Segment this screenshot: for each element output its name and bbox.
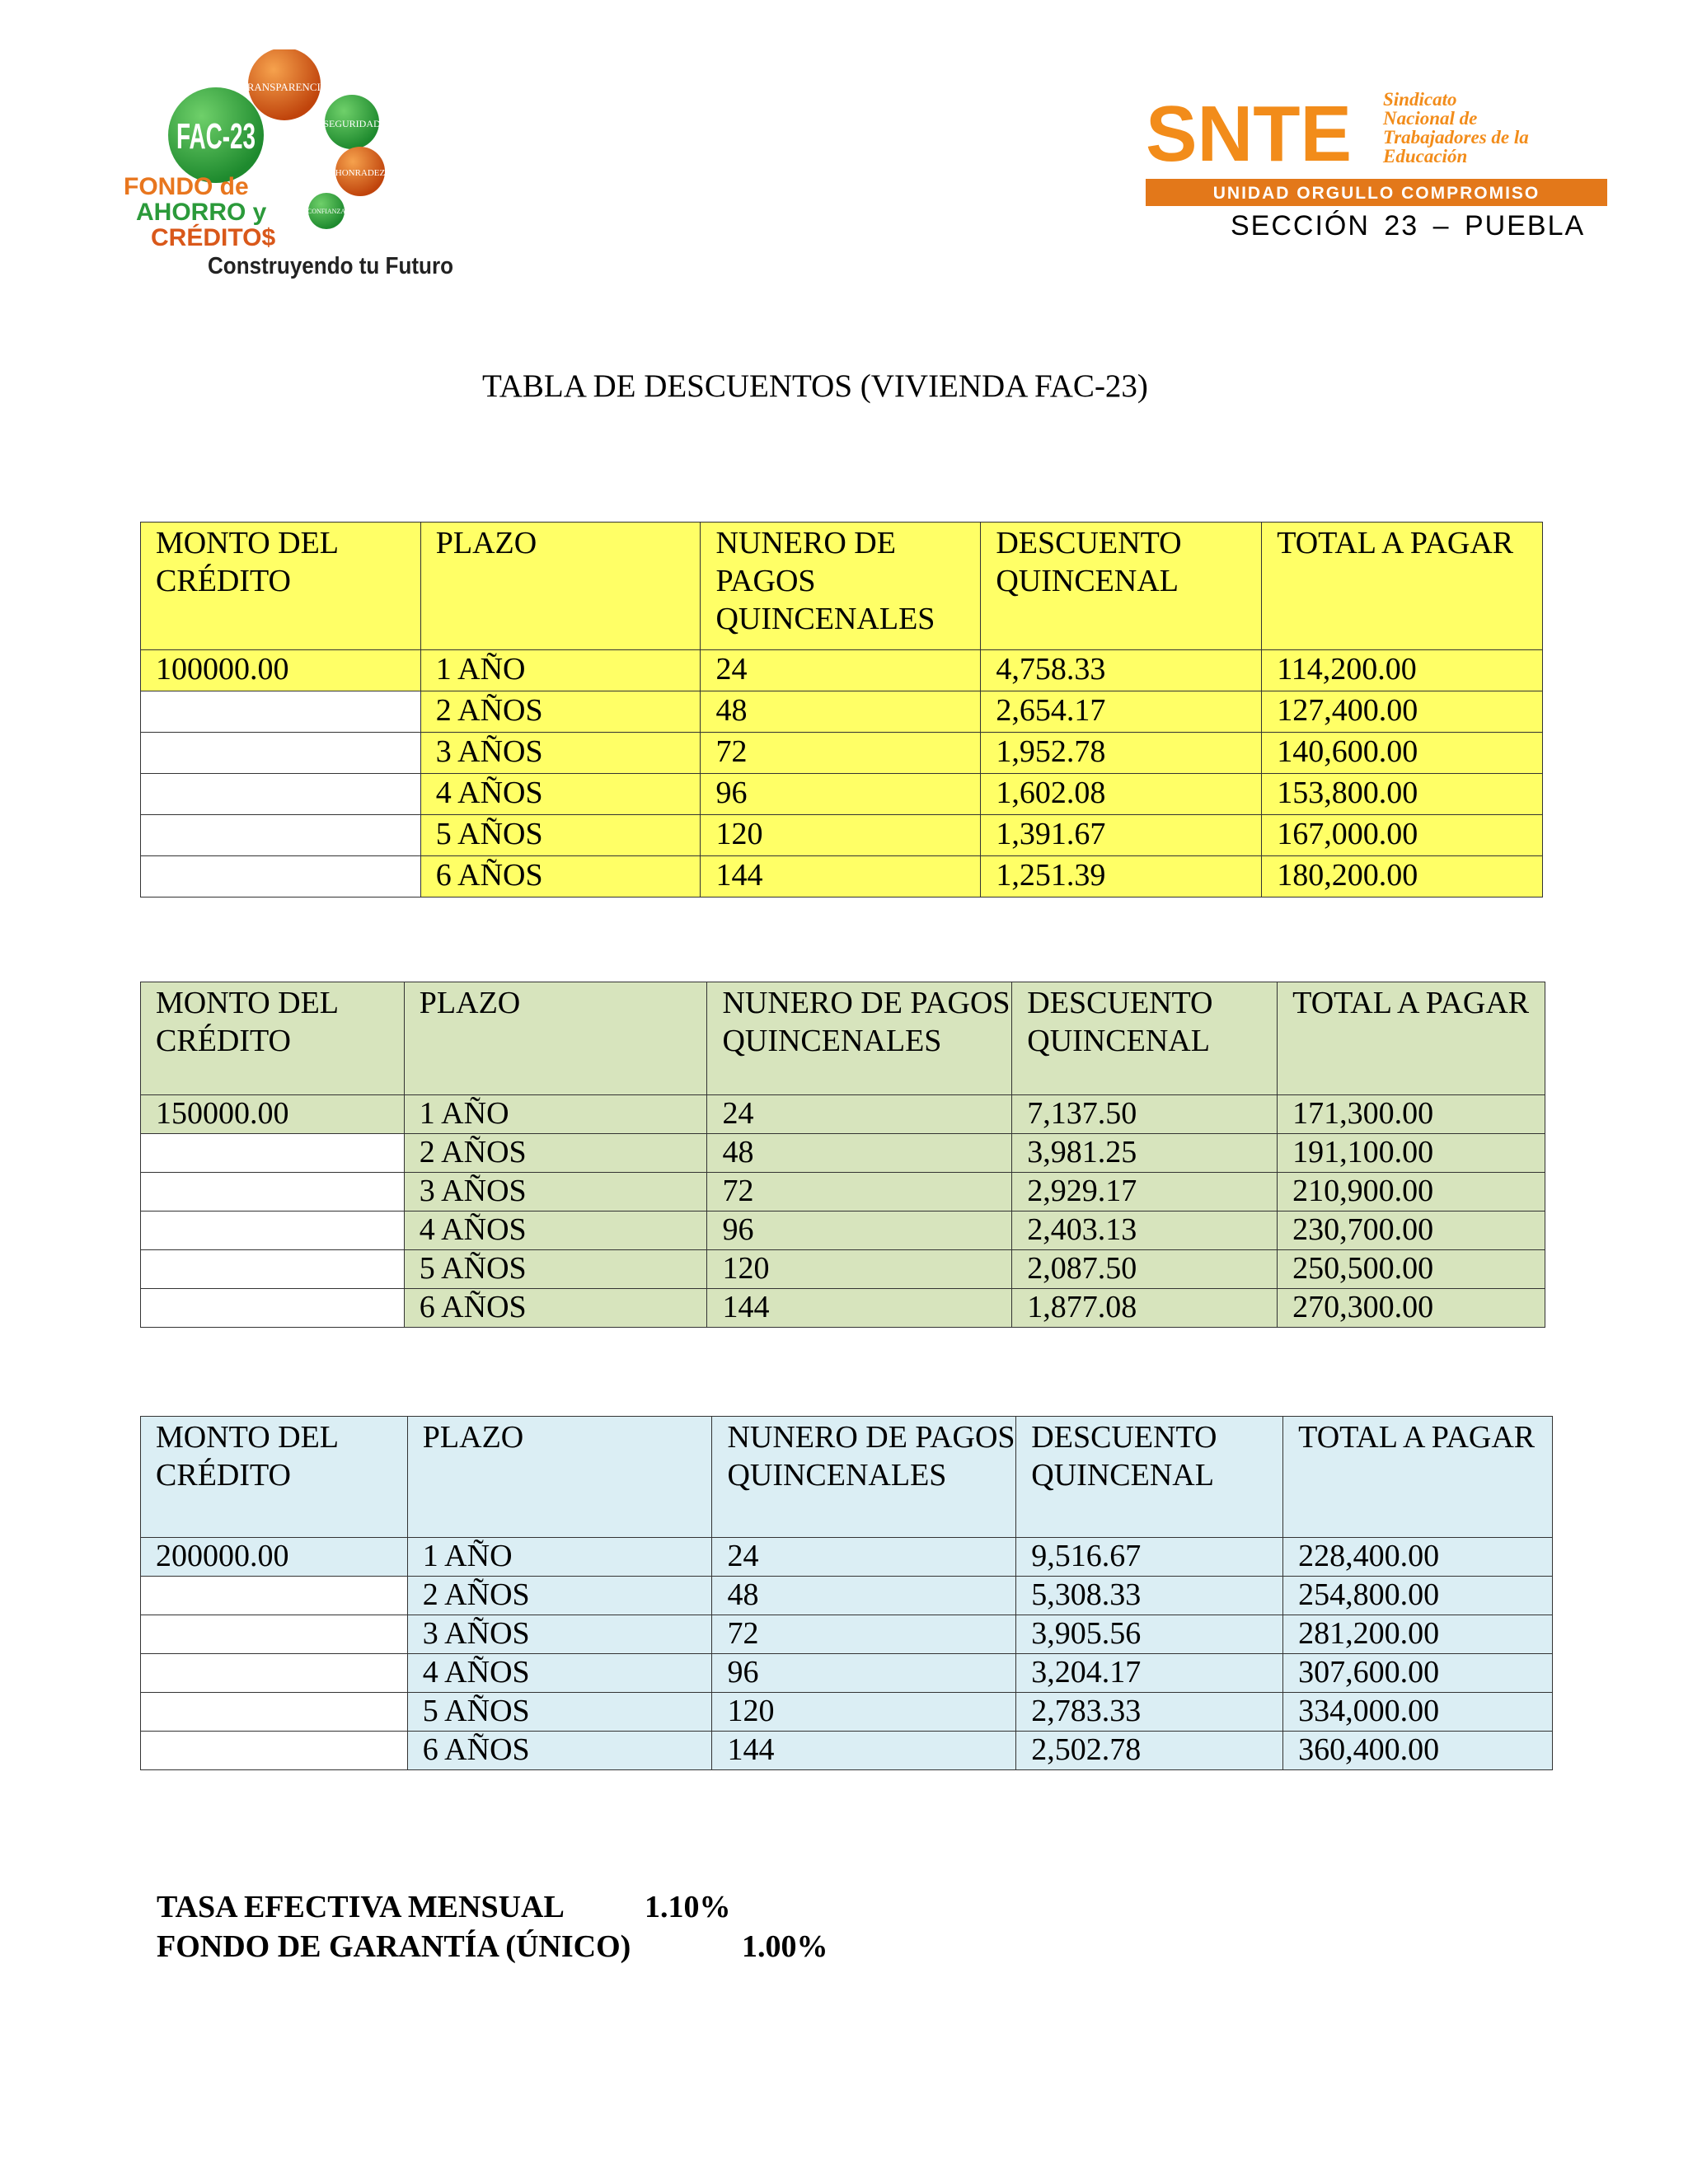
col-header-plazo: PLAZO	[420, 523, 701, 650]
table-row	[141, 1577, 1553, 1615]
cell-pagos: 48	[707, 1134, 1012, 1173]
table-header-row	[141, 523, 1543, 650]
fondo-garantia-label: FONDO DE GARANTÍA (ÚNICO)	[157, 1929, 631, 1964]
cell-pagos: 96	[701, 774, 981, 815]
cell-monto	[141, 774, 421, 815]
cell-descuento: 3,981.25	[1012, 1134, 1278, 1173]
table-row	[141, 1289, 1545, 1328]
col-header-total: TOTAL A PAGAR	[1283, 1417, 1553, 1538]
cell-descuento: 9,516.67	[1016, 1538, 1283, 1577]
snte-name-line-4: Educación	[1383, 146, 1468, 166]
discount-table-100000	[140, 522, 1543, 898]
cell-descuento: 2,654.17	[981, 691, 1262, 733]
cell-descuento: 2,929.17	[1012, 1173, 1278, 1212]
cell-descuento: 5,308.33	[1016, 1577, 1283, 1615]
cell-plazo: 1 AÑO	[407, 1538, 712, 1577]
cell-pagos: 96	[712, 1654, 1016, 1693]
cell-total: 167,000.00	[1262, 815, 1543, 856]
discount-table-150000	[140, 982, 1545, 1328]
table-row	[141, 856, 1543, 898]
cell-descuento: 1,251.39	[981, 856, 1262, 898]
cell-pagos: 48	[701, 691, 981, 733]
col-header-descuento: DESCUENTO QUINCENAL	[1012, 982, 1278, 1095]
table-row	[141, 1654, 1553, 1693]
cell-pagos: 144	[707, 1289, 1012, 1328]
cell-total: 281,200.00	[1283, 1615, 1553, 1654]
table-header-row	[141, 982, 1545, 1095]
tasa-efectiva-label: TASA EFECTIVA MENSUAL	[157, 1890, 565, 1924]
col-header-descuento: DESCUENTO QUINCENAL	[1016, 1417, 1283, 1538]
cell-total: 270,300.00	[1278, 1289, 1545, 1328]
cell-pagos: 24	[701, 650, 981, 691]
cell-pagos: 120	[701, 815, 981, 856]
cell-plazo: 5 AÑOS	[407, 1693, 712, 1732]
cell-monto	[141, 691, 421, 733]
cell-total: 360,400.00	[1283, 1732, 1553, 1770]
cell-pagos: 120	[707, 1250, 1012, 1289]
cell-monto	[141, 1250, 405, 1289]
col-header-total: TOTAL A PAGAR	[1262, 523, 1543, 650]
cell-descuento: 3,905.56	[1016, 1615, 1283, 1654]
cell-pagos: 24	[712, 1538, 1016, 1577]
cell-monto	[141, 815, 421, 856]
bubble-transparencia-label: TRANSPARENCIA	[240, 81, 329, 93]
cell-total: 140,600.00	[1262, 733, 1543, 774]
table-row	[141, 1134, 1545, 1173]
cell-monto	[141, 1615, 408, 1654]
cell-plazo: 2 AÑOS	[407, 1577, 712, 1615]
table-row	[141, 691, 1543, 733]
cell-descuento: 3,204.17	[1016, 1654, 1283, 1693]
cell-descuento: 1,952.78	[981, 733, 1262, 774]
col-header-total: TOTAL A PAGAR	[1278, 982, 1545, 1095]
cell-monto	[141, 1212, 405, 1250]
cell-plazo: 6 AÑOS	[404, 1289, 707, 1328]
snte-name-line-2: Nacional de	[1383, 108, 1478, 129]
table-row	[141, 1538, 1553, 1577]
table-row	[141, 1732, 1553, 1770]
cell-pagos: 24	[707, 1095, 1012, 1134]
snte-name-line-1: Sindicato	[1383, 89, 1457, 110]
cell-total: 254,800.00	[1283, 1577, 1553, 1615]
cell-plazo: 1 AÑO	[420, 650, 701, 691]
cell-plazo: 5 AÑOS	[404, 1250, 707, 1289]
col-header-monto: MONTO DEL CRÉDITO	[141, 523, 421, 650]
col-header-pagos: NUNERO DE PAGOS QUINCENALES	[707, 982, 1012, 1095]
cell-monto: 200000.00	[141, 1538, 408, 1577]
cell-total: 210,900.00	[1278, 1173, 1545, 1212]
cell-total: 180,200.00	[1262, 856, 1543, 898]
cell-total: 250,500.00	[1278, 1250, 1545, 1289]
cell-total: 153,800.00	[1262, 774, 1543, 815]
cell-descuento: 1,391.67	[981, 815, 1262, 856]
snte-name-line-3: Trabajadores de la	[1383, 127, 1529, 148]
table-row	[141, 1212, 1545, 1250]
fac-23-logo	[120, 49, 466, 288]
cell-pagos: 96	[707, 1212, 1012, 1250]
col-header-plazo: PLAZO	[404, 982, 707, 1095]
cell-monto	[141, 1173, 405, 1212]
cell-descuento: 1,602.08	[981, 774, 1262, 815]
cell-total: 334,000.00	[1283, 1693, 1553, 1732]
table-row	[141, 1173, 1545, 1212]
seccion-label: SECCIÓN 23 – PUEBLA	[1231, 210, 1586, 241]
cell-total: 230,700.00	[1278, 1212, 1545, 1250]
cell-total: 114,200.00	[1262, 650, 1543, 691]
cell-monto	[141, 856, 421, 898]
fac-logo-line2: AHORRO y	[136, 199, 267, 226]
cell-plazo: 3 AÑOS	[420, 733, 701, 774]
col-header-monto: MONTO DEL CRÉDITO	[141, 1417, 408, 1538]
table-header-row	[141, 1417, 1553, 1538]
table-row	[141, 1250, 1545, 1289]
fac-logo-slogan: Construyendo tu Futuro	[208, 253, 453, 279]
table-row	[141, 1693, 1553, 1732]
bubble-honradez-label: HONRADEZ	[335, 168, 386, 178]
table-row	[141, 1615, 1553, 1654]
col-header-monto: MONTO DEL CRÉDITO	[141, 982, 405, 1095]
table-row	[141, 650, 1543, 691]
col-header-pagos: NUNERO DE PAGOS QUINCENALES	[701, 523, 981, 650]
cell-pagos: 48	[712, 1577, 1016, 1615]
cell-monto	[141, 1134, 405, 1173]
snte-mark: SNTE	[1146, 90, 1352, 178]
cell-descuento: 1,877.08	[1012, 1289, 1278, 1328]
table-row	[141, 1095, 1545, 1134]
col-header-pagos: NUNERO DE PAGOS QUINCENALES	[712, 1417, 1016, 1538]
cell-plazo: 2 AÑOS	[420, 691, 701, 733]
cell-descuento: 2,783.33	[1016, 1693, 1283, 1732]
cell-plazo: 2 AÑOS	[404, 1134, 707, 1173]
table-row	[141, 733, 1543, 774]
col-header-descuento: DESCUENTO QUINCENAL	[981, 523, 1262, 650]
cell-plazo: 3 AÑOS	[407, 1615, 712, 1654]
cell-pagos: 120	[712, 1693, 1016, 1732]
cell-monto	[141, 1289, 405, 1328]
cell-total: 171,300.00	[1278, 1095, 1545, 1134]
bubble-seguridad-label: SEGURIDAD	[323, 118, 381, 129]
cell-pagos: 72	[707, 1173, 1012, 1212]
cell-monto: 100000.00	[141, 650, 421, 691]
cell-plazo: 5 AÑOS	[420, 815, 701, 856]
cell-plazo: 6 AÑOS	[420, 856, 701, 898]
cell-total: 191,100.00	[1278, 1134, 1545, 1173]
cell-plazo: 3 AÑOS	[404, 1173, 707, 1212]
cell-descuento: 7,137.50	[1012, 1095, 1278, 1134]
cell-plazo: 4 AÑOS	[420, 774, 701, 815]
cell-total: 127,400.00	[1262, 691, 1543, 733]
discount-table-200000	[140, 1416, 1553, 1770]
table-row	[141, 815, 1543, 856]
cell-descuento: 2,502.78	[1016, 1732, 1283, 1770]
cell-monto: 150000.00	[141, 1095, 405, 1134]
snte-banner-text: UNIDAD ORGULLO COMPROMISO	[1212, 184, 1540, 203]
cell-pagos: 72	[701, 733, 981, 774]
document-title: TABLA DE DESCUENTOS (VIVIENDA FAC-23)	[482, 368, 1148, 404]
cell-descuento: 2,403.13	[1012, 1212, 1278, 1250]
fac-logo-line1: FONDO de	[124, 173, 249, 200]
cell-pagos: 144	[712, 1732, 1016, 1770]
cell-plazo: 4 AÑOS	[407, 1654, 712, 1693]
cell-total: 307,600.00	[1283, 1654, 1553, 1693]
cell-plazo: 1 AÑO	[404, 1095, 707, 1134]
cell-monto	[141, 733, 421, 774]
cell-pagos: 72	[712, 1615, 1016, 1654]
table-row	[141, 774, 1543, 815]
tasa-efectiva-value: 1.10%	[645, 1890, 731, 1924]
fac-23-badge-text: FAC-23	[176, 116, 256, 157]
bubble-confianza-label: CONFIANZA	[307, 208, 346, 215]
cell-descuento: 2,087.50	[1012, 1250, 1278, 1289]
cell-pagos: 144	[701, 856, 981, 898]
fac-logo-line3: CRÉDITO$	[151, 224, 276, 251]
cell-monto	[141, 1693, 408, 1732]
cell-monto	[141, 1732, 408, 1770]
cell-plazo: 4 AÑOS	[404, 1212, 707, 1250]
cell-monto	[141, 1654, 408, 1693]
cell-plazo: 6 AÑOS	[407, 1732, 712, 1770]
cell-descuento: 4,758.33	[981, 650, 1262, 691]
col-header-plazo: PLAZO	[407, 1417, 712, 1538]
cell-total: 228,400.00	[1283, 1538, 1553, 1577]
cell-monto	[141, 1577, 408, 1615]
fondo-garantia-value: 1.00%	[742, 1929, 828, 1964]
